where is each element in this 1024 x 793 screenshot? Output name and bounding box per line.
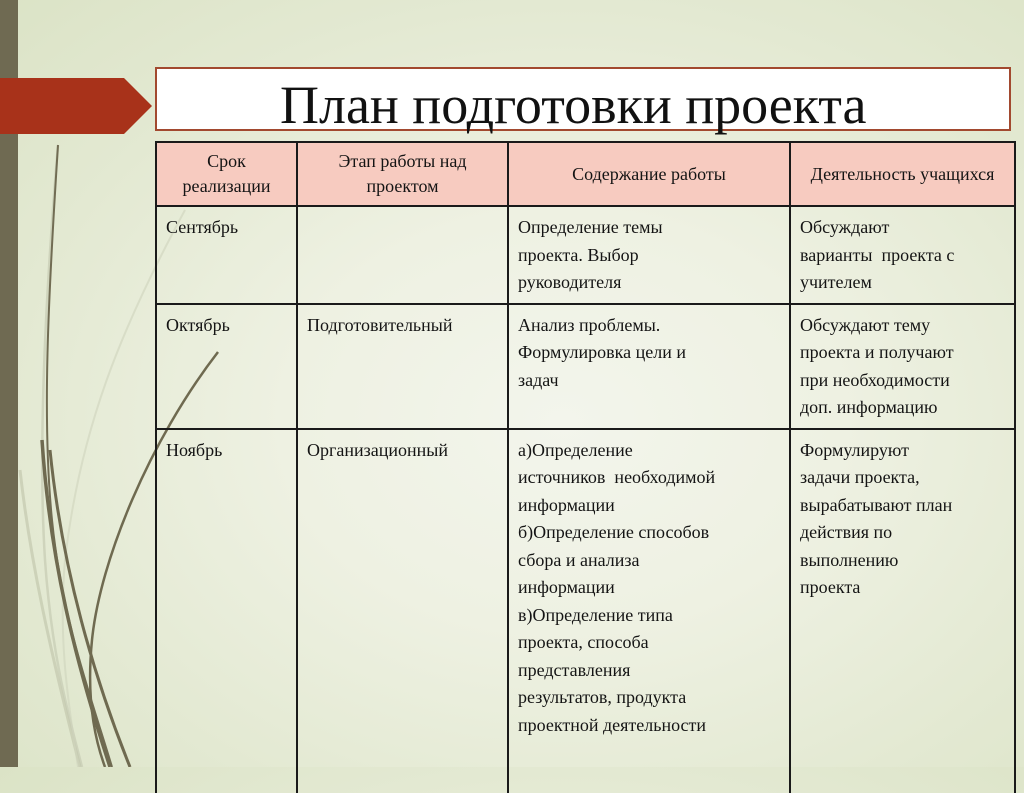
cell-activity	[790, 304, 1015, 429]
cell-line: Сентябрь	[166, 217, 239, 237]
cell-line: Анализ проблемы.	[518, 314, 661, 335]
cell-line: доп. информацию	[800, 397, 938, 417]
table-row	[156, 206, 1015, 304]
cell-line: в)Определение типа	[518, 604, 673, 625]
cell-line: задач	[518, 369, 559, 390]
header-period	[156, 142, 297, 206]
cell-content	[508, 304, 790, 429]
cell-content	[508, 429, 790, 793]
cell-line: учителем	[800, 272, 872, 292]
cell-line: информации	[518, 577, 615, 597]
header-activity	[790, 142, 1015, 206]
cell-stage	[297, 429, 508, 793]
cell-line: проектной деятельности	[518, 714, 707, 735]
header-stage-line: Этап работы над	[338, 151, 467, 171]
header-activity-line: учащихся	[920, 163, 995, 184]
cell-line: Октябрь	[166, 314, 230, 335]
cell-line: Обсуждают	[800, 217, 890, 237]
cell-line: при необходимости	[800, 369, 950, 390]
cell-line: проекта. Выбор	[518, 244, 639, 265]
header-stage-line: проектом	[366, 176, 439, 196]
cell-line: сбора и анализа	[518, 549, 640, 570]
cell-period	[156, 429, 297, 793]
header-content	[508, 142, 790, 206]
cell-content	[508, 206, 790, 304]
cell-line: представления	[518, 659, 631, 680]
title-box	[155, 67, 1011, 135]
cell-line: Подготовительный	[307, 314, 453, 335]
cell-line: а)Определение	[518, 439, 633, 460]
cell-stage	[297, 304, 508, 429]
cell-stage	[297, 206, 508, 304]
cell-period	[156, 304, 297, 429]
page-title: План подготовки проекта	[280, 75, 867, 135]
cell-line: проекта и получают	[800, 342, 954, 362]
cell-line: руководителя	[518, 272, 622, 292]
header-activity-line: Деятельность	[810, 163, 916, 184]
header-stage	[297, 142, 508, 206]
cell-activity	[790, 429, 1015, 793]
arrow-marker-icon	[0, 78, 152, 134]
cell-line: варианты проекта с	[800, 244, 955, 265]
cell-line: Определение темы	[518, 217, 663, 237]
cell-line: вырабатывают план	[800, 494, 953, 515]
cell-line: б)Определение способов	[518, 522, 710, 542]
table-row	[156, 429, 1015, 793]
cell-line: Обсуждают тему	[800, 314, 931, 335]
table-header-row	[156, 142, 1015, 206]
project-plan-table	[155, 141, 1016, 793]
header-content-line: Содержание работы	[572, 163, 726, 184]
header-period-line: Срок	[207, 151, 246, 171]
cell-line: проекта, способа	[518, 632, 649, 652]
cell-line: задачи проекта,	[800, 467, 920, 487]
cell-line: Формулируют	[800, 439, 910, 460]
table-row	[156, 304, 1015, 429]
cell-line: Ноябрь	[166, 439, 223, 460]
cell-line: действия по	[800, 522, 893, 542]
cell-line: источников необходимой	[518, 467, 716, 487]
cell-line: информации	[518, 494, 615, 515]
cell-period	[156, 206, 297, 304]
header-period-line: реализации	[182, 176, 271, 196]
cell-line: результатов, продукта	[518, 687, 687, 707]
cell-line: Формулировка цели и	[518, 342, 686, 362]
cell-line: Организационный	[307, 439, 448, 460]
cell-line: проекта	[800, 577, 861, 597]
cell-line: выполнению	[800, 549, 899, 570]
cell-activity	[790, 206, 1015, 304]
